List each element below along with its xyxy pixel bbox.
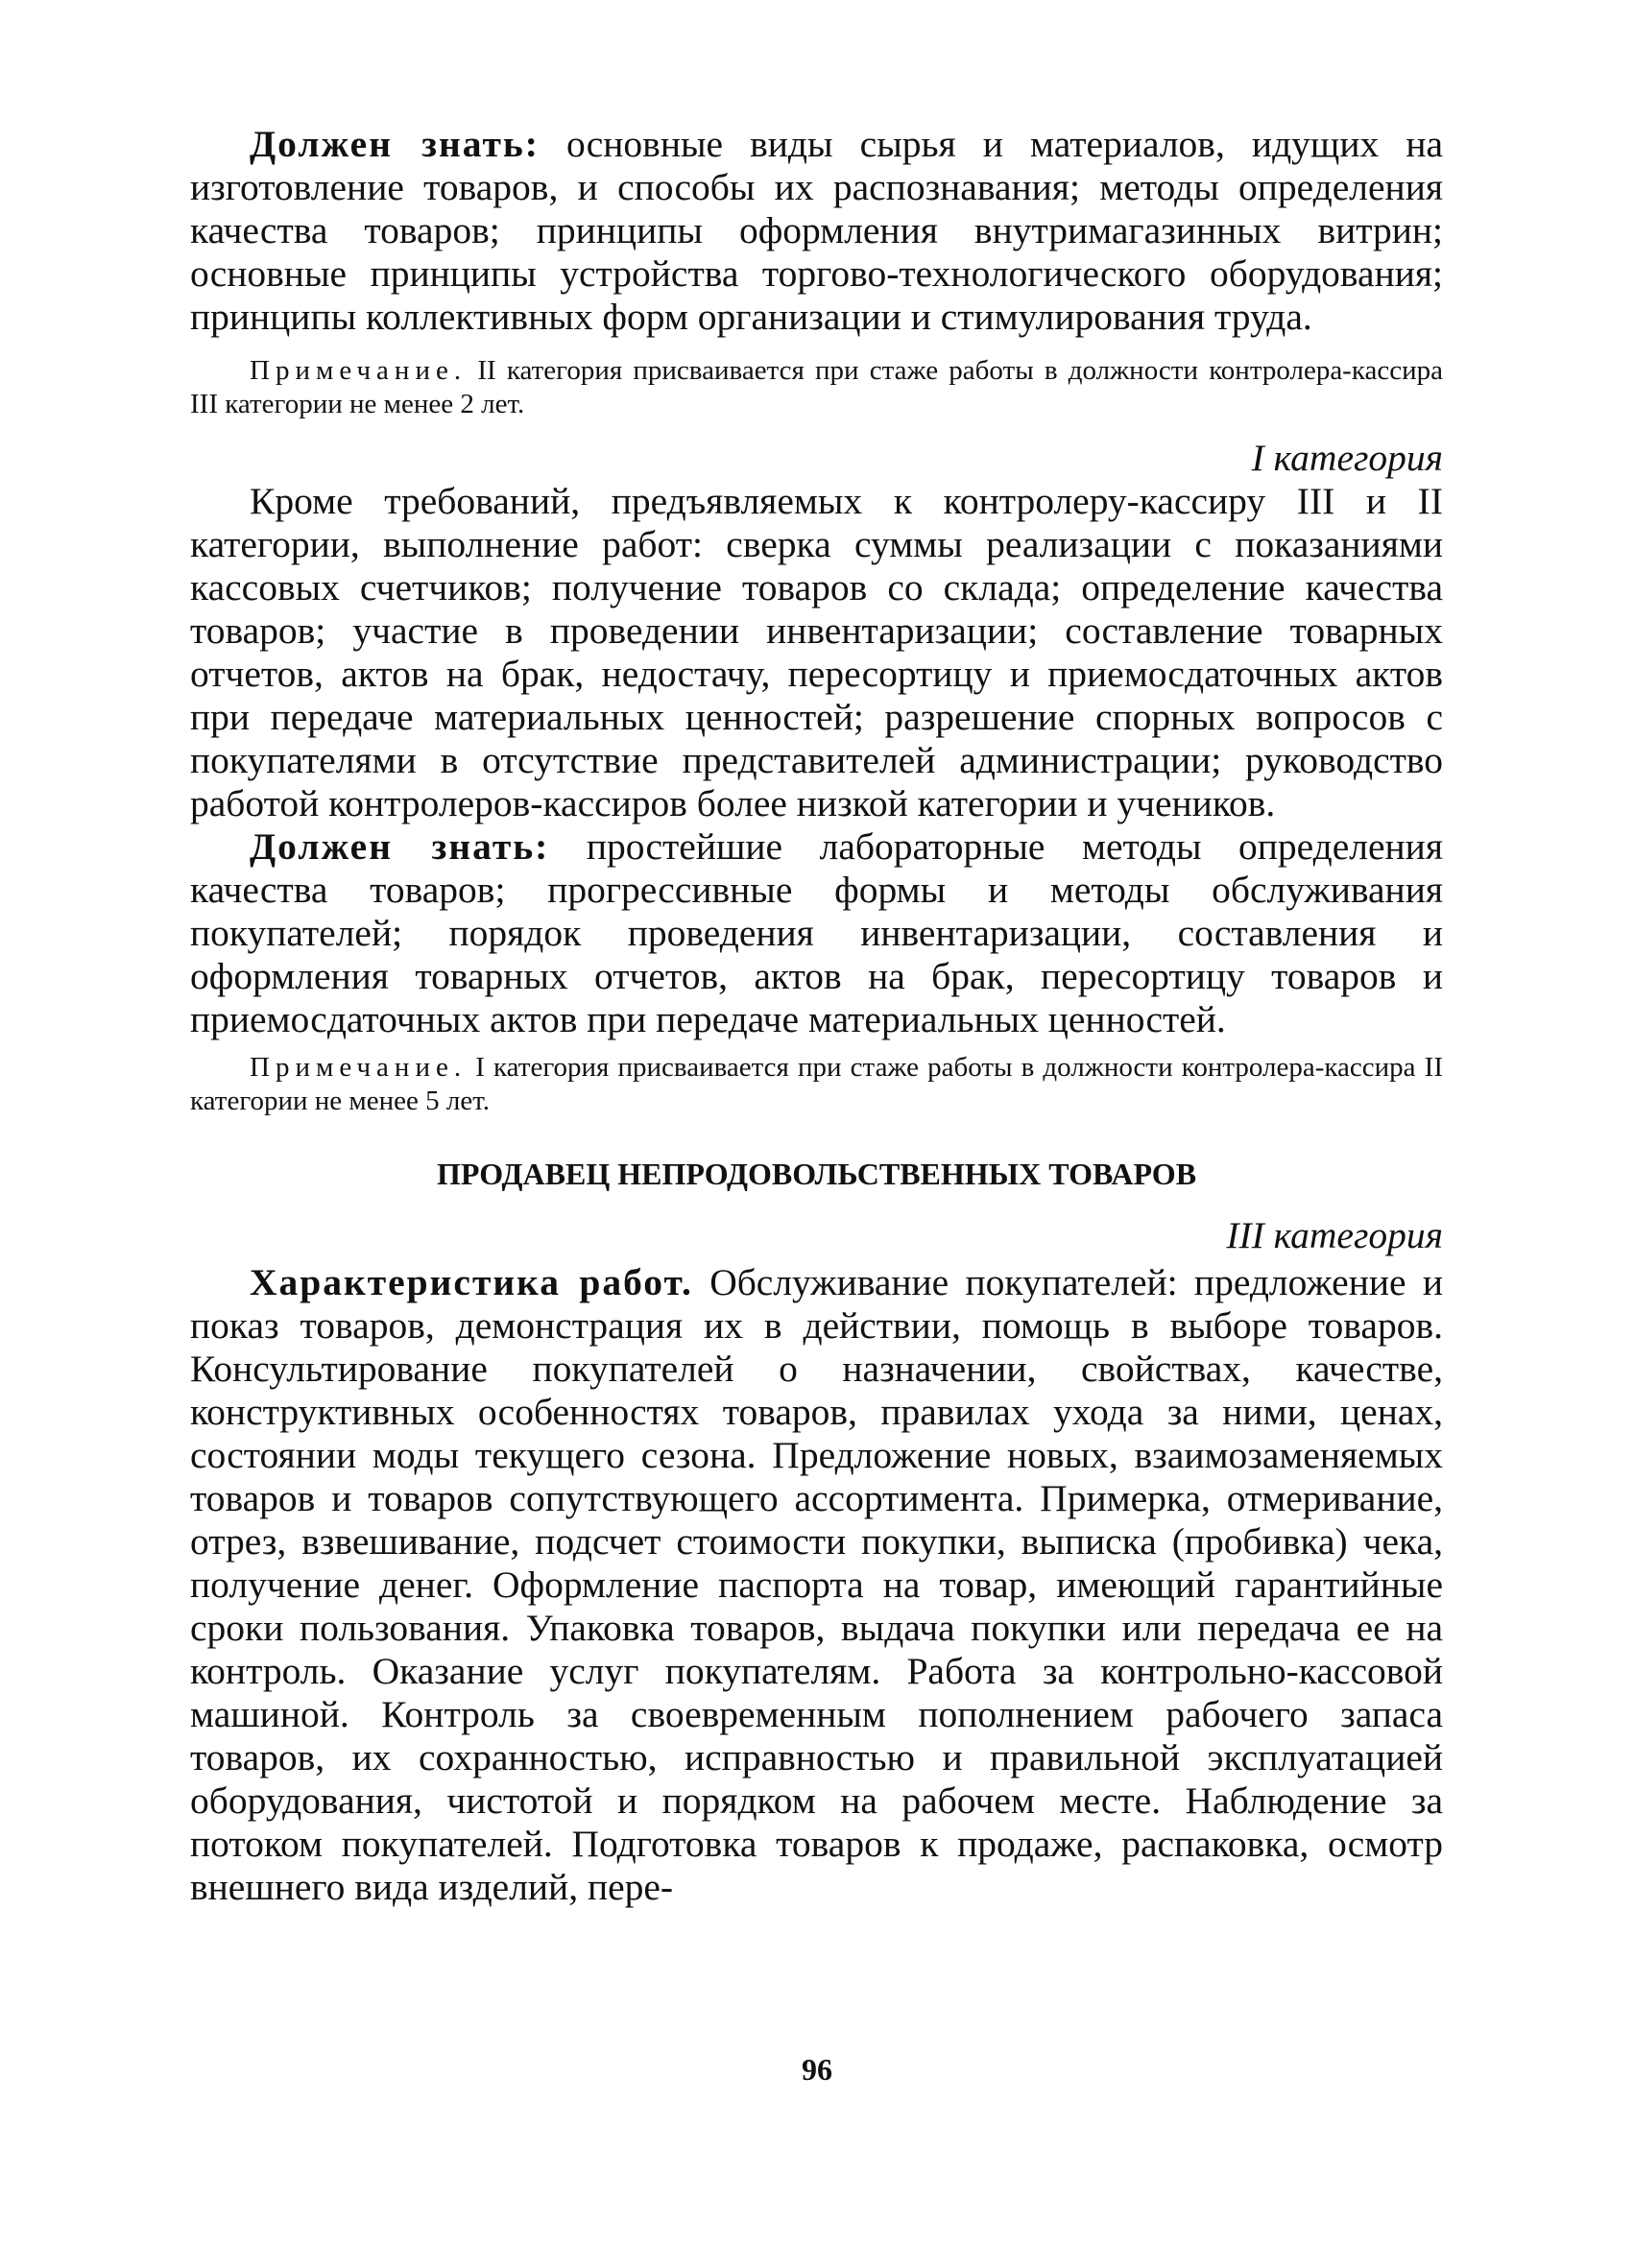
- note-label: Примечание.: [250, 1052, 468, 1083]
- lead-label: Характеристика работ.: [250, 1261, 693, 1303]
- knowledge-paragraph-2: [190, 825, 1443, 1041]
- paragraph-text: простейшие лабораторные методы определения качества товаров; прогрессивные формы и методы обслуживания покупателей; порядок проведения инвентаризации, составления и оформления товарных отчетов, актов на брак, пересортицу товаров и приемосдаточных актов при передаче материальных ценностей.: [190, 825, 1443, 1040]
- lead-label: Должен знать:: [250, 123, 540, 165]
- page-number: 96: [802, 2052, 832, 2087]
- note-text: I категория присваивается при стаже работы в должности контролера-кассира II категории не менее 5 лет.: [190, 1052, 1443, 1116]
- category-heading-2: III категория: [1226, 1214, 1443, 1256]
- knowledge-paragraph-1: [190, 123, 1443, 339]
- paragraph-text: Обслуживание покупателей: предложение и показ товаров, демонстрация их в действии, помощь в выборе товаров. Консультирование покупателей о назначении, свойствах, качестве, конструктивных особенностях товаров, правилах ухода за ними, ценах, состоянии моды текущего сезона. Предложение новых, взаимозаменяемых товаров и товаров сопутствующего ассортимента. Примерка, отмеривание, отрез, взвешивание, подсчет стоимости покупки, выписка (пробивка) чека, получение денег. Оформление паспорта на товар, имеющий гарантийные сроки пользования. Упаковка товаров, выдача покупки или передача ее на контроль. Оказание услуг покупателям. Работа за контрольно-кассовой машиной. Контроль за своевременным пополнением рабочего запаса товаров, их сохранностью, исправностью и правильной эксплуатацией оборудования, чистотой и порядком на рабочем месте. Наблюдение за потоком покупателей. Подготовка товаров к продаже, распаковка, осмотр внешнего вида изделий, пере-: [190, 1261, 1443, 1908]
- category-heading-1: I категория: [1251, 437, 1443, 479]
- note-2: [190, 1051, 1443, 1118]
- section-title: ПРОДАВЕЦ НЕПРОДОВОЛЬСТВЕННЫХ ТОВАРОВ: [436, 1157, 1197, 1191]
- lead-label: Должен знать:: [250, 825, 550, 868]
- job-characteristics-paragraph: [190, 1261, 1443, 1909]
- note-label: Примечание.: [250, 355, 468, 386]
- note-1: [190, 354, 1443, 421]
- note-text: II категория присваивается при стаже работы в должности контролера-кассира III категории не менее 2 лет.: [190, 355, 1443, 419]
- paragraph-text: основные виды сырья и материалов, идущих на изготовление товаров, и способы их распознавания; методы определения качества товаров; принципы оформления внутримагазинных витрин; основные принципы устройства торгово-технологического оборудования; принципы коллективных форм организации и стимулирования труда.: [190, 123, 1443, 338]
- page-content: [190, 123, 1443, 1909]
- requirements-paragraph: Кроме требований, предъявляемых к контролеру-кассиру III и II категории, выполнение работ: сверка суммы реализации с показаниями кассовых счетчиков; получение товаров со склада; определение качества товаров; участие в проведении инвентаризации; составление товарных отчетов, актов на брак, недостачу, пересортицу и приемосдаточных актов при передаче материальных ценностей; разрешение спорных вопросов с покупателями в отсутствие представителей администрации; руководство работой контролеров-кассиров более низкой категории и учеников.: [190, 480, 1443, 824]
